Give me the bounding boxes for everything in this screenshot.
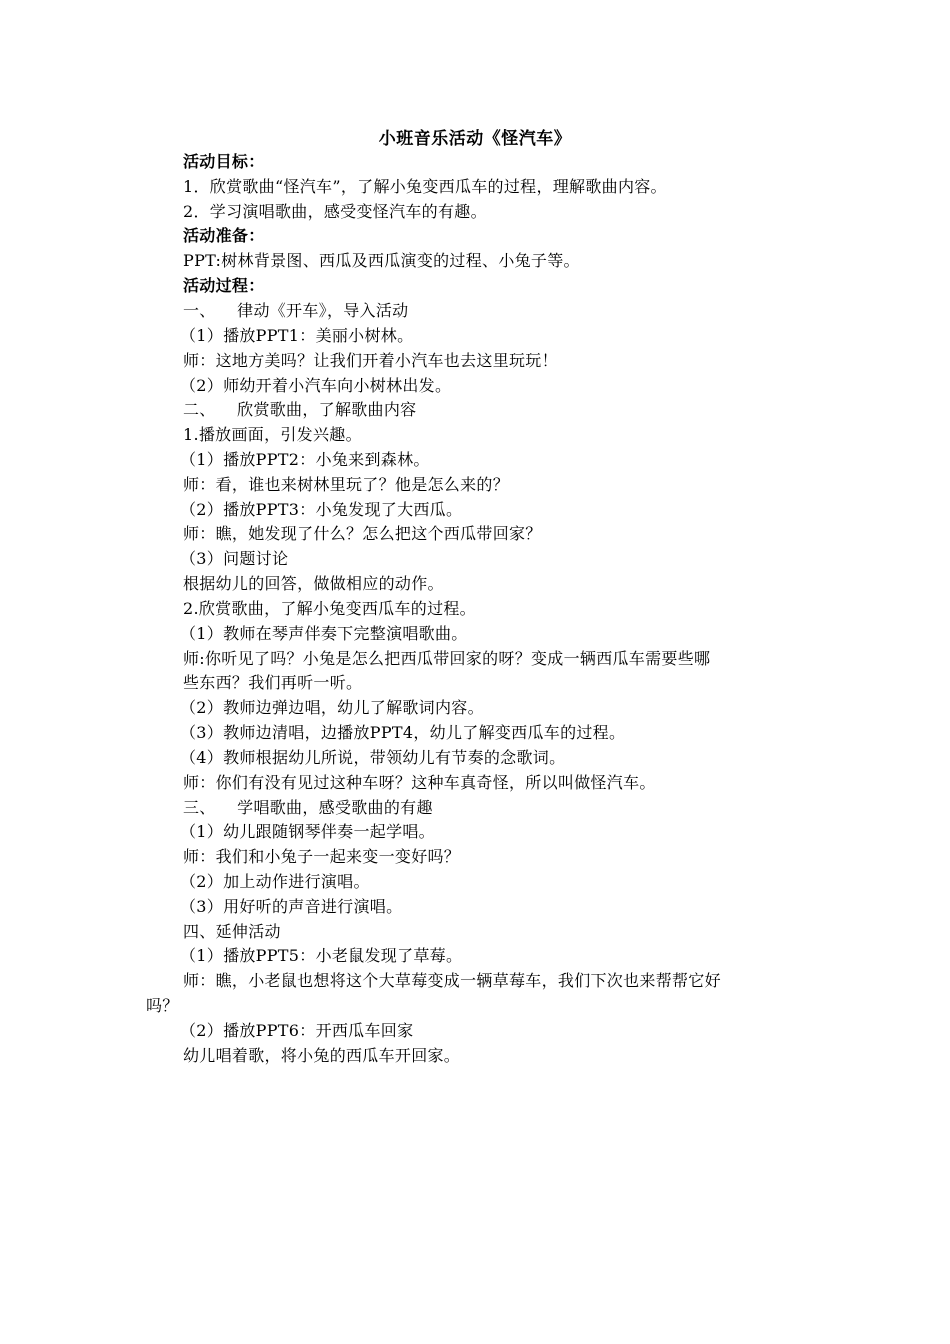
paragraph-line: 师：这地方美吗？让我们开着小汽车也去这里玩玩！ — [183, 351, 558, 370]
paragraph-line: 2．学习演唱歌曲，感受变怪汽车的有趣。 — [183, 202, 487, 221]
paragraph-line: （2）播放PPT6：开西瓜车回家 — [180, 1021, 414, 1040]
paragraph-line: 师:你听见了吗？小兔是怎么把西瓜带回家的呀？变成一辆西瓜车需要些哪 — [183, 649, 711, 668]
paragraph-line: （2）教师边弹边唱，幼儿了解歌词内容。 — [180, 698, 484, 717]
paragraph-line: （3）用好听的声音进行演唱。 — [180, 897, 403, 916]
paragraph-line: （1）教师在琴声伴奏下完整演唱歌曲。 — [180, 624, 468, 643]
paragraph-line: （2）加上动作进行演唱。 — [180, 872, 370, 891]
paragraph-line: （2）师幼开着小汽车向小树林出发。 — [180, 376, 452, 395]
paragraph-line: （2）播放PPT3：小兔发现了大西瓜。 — [180, 500, 463, 519]
paragraph-line: 幼儿唱着歌，将小兔的西瓜车开回家。 — [183, 1046, 461, 1065]
paragraph-line: 些东西？我们再听一听。 — [183, 673, 363, 692]
paragraph-line: （1）播放PPT1：美丽小树林。 — [180, 326, 414, 345]
paragraph-line: （4）教师根据幼儿所说，带领幼儿有节奏的念歌词。 — [180, 748, 566, 767]
paragraph-line: （1）播放PPT5：小老鼠发现了草莓。 — [180, 946, 463, 965]
paragraph-line: （3）教师边清唱，边播放PPT4，幼儿了解变西瓜车的过程。 — [180, 723, 626, 742]
paragraph-line: 师：瞧，她发现了什么？怎么把这个西瓜带回家？ — [183, 524, 542, 543]
paragraph-line: 1．欣赏歌曲“怪汽车”，了解小兔变西瓜车的过程，理解歌曲内容。 — [183, 177, 667, 196]
paragraph-line: 吗？ — [146, 996, 179, 1015]
paragraph-line: （1）播放PPT2：小兔来到森林。 — [180, 450, 430, 469]
section-heading: 三、 学唱歌曲，感受歌曲的有趣 — [183, 798, 433, 817]
paragraph-line: 根据幼儿的回答，做做相应的动作。 — [183, 574, 444, 593]
section-heading: 四、延伸活动 — [183, 922, 281, 941]
heading-process: 活动过程： — [183, 276, 265, 295]
paragraph-line: （3）问题讨论 — [180, 549, 289, 568]
paragraph-line: 2.欣赏歌曲，了解小兔变西瓜车的过程。 — [183, 599, 476, 618]
section-heading: 二、 欣赏歌曲，了解歌曲内容 — [183, 400, 417, 419]
paragraph-line: 师：我们和小兔子一起来变一变好吗？ — [183, 847, 461, 866]
paragraph-line: PPT:树林背景图、西瓜及西瓜演变的过程、小兔子等。 — [183, 251, 580, 270]
paragraph-line: 师：看，谁也来树林里玩了？他是怎么来的？ — [183, 475, 510, 494]
section-heading: 一、 律动《开车》，导入活动 — [183, 301, 409, 320]
heading-preparation: 活动准备： — [183, 226, 265, 245]
paragraph-line: （1）幼儿跟随钢琴伴奏一起学唱。 — [180, 822, 435, 841]
paragraph-line: 1.播放画面，引发兴趣。 — [183, 425, 362, 444]
document-title: 小班音乐活动《怪汽车》 — [378, 129, 572, 149]
paragraph-line: 师：你们有没有见过这种车呀？这种车真奇怪，所以叫做怪汽车。 — [183, 773, 656, 792]
heading-goals: 活动目标： — [183, 152, 265, 171]
paragraph-line: 师：瞧，小老鼠也想将这个大草莓变成一辆草莓车，我们下次也来帮帮它好 — [183, 971, 721, 990]
